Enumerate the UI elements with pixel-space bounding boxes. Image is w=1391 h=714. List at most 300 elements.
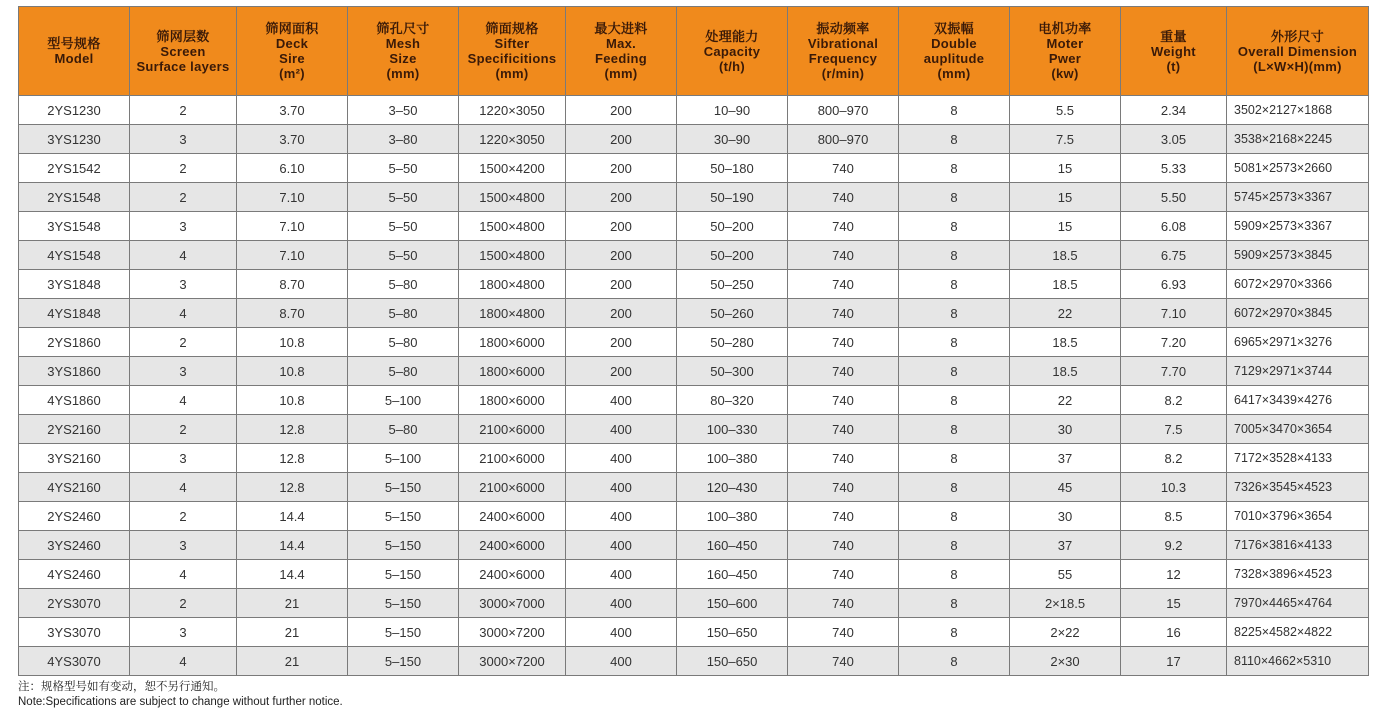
cell-max-feeding: 200 [566, 212, 677, 241]
table-row [19, 183, 1369, 212]
cell-deck-area: 14.4 [237, 502, 348, 531]
cell-layers: 2 [130, 415, 237, 444]
cell-deck-area: 6.10 [237, 154, 348, 183]
cell-overall-dimension: 5081×2573×2660 [1227, 154, 1369, 183]
cell-sifter-spec: 2100×6000 [459, 444, 566, 473]
cell-model: 2YS3070 [19, 589, 130, 618]
cell-frequency: 740 [788, 589, 899, 618]
cell-overall-dimension: 3538×2168×2245 [1227, 125, 1369, 154]
cell-frequency: 740 [788, 270, 899, 299]
cell-mesh-size: 3–80 [348, 125, 459, 154]
cell-motor-power: 15 [1010, 212, 1121, 241]
cell-frequency: 740 [788, 444, 899, 473]
cell-weight: 7.70 [1121, 357, 1227, 386]
cell-mesh-size: 5–150 [348, 560, 459, 589]
spec-table [18, 6, 1369, 676]
column-header-max-feeding [566, 7, 677, 96]
cell-weight: 17 [1121, 647, 1227, 676]
cell-deck-area: 3.70 [237, 125, 348, 154]
column-header-line: Moter [1046, 36, 1084, 51]
cell-motor-power: 2×18.5 [1010, 589, 1121, 618]
cell-layers: 2 [130, 589, 237, 618]
cell-weight: 5.50 [1121, 183, 1227, 212]
column-header-line: (mm) [604, 66, 638, 81]
cell-amplitude: 8 [899, 328, 1010, 357]
cell-mesh-size: 5–80 [348, 328, 459, 357]
cell-layers: 4 [130, 386, 237, 415]
cell-amplitude: 8 [899, 444, 1010, 473]
table-row [19, 647, 1369, 676]
cell-weight: 15 [1121, 589, 1227, 618]
cell-deck-area: 8.70 [237, 270, 348, 299]
column-header-overall-dimension [1227, 7, 1369, 96]
cell-model: 4YS1548 [19, 241, 130, 270]
cell-max-feeding: 400 [566, 647, 677, 676]
column-header-line: 电机功率 [1038, 21, 1092, 36]
cell-layers: 2 [130, 502, 237, 531]
cell-weight: 7.5 [1121, 415, 1227, 444]
cell-model: 3YS1230 [19, 125, 130, 154]
column-header-line: (t) [1166, 58, 1181, 74]
cell-max-feeding: 200 [566, 328, 677, 357]
cell-layers: 4 [130, 647, 237, 676]
table-body [19, 96, 1369, 676]
cell-deck-area: 14.4 [237, 560, 348, 589]
cell-amplitude: 8 [899, 125, 1010, 154]
column-header-line: (L×W×H)(mm) [1253, 58, 1342, 74]
cell-amplitude: 8 [899, 270, 1010, 299]
cell-weight: 8.2 [1121, 444, 1227, 473]
table-row [19, 241, 1369, 270]
cell-weight: 2.34 [1121, 96, 1227, 125]
cell-weight: 7.20 [1121, 328, 1227, 357]
cell-sifter-spec: 2100×6000 [459, 473, 566, 502]
cell-weight: 8.5 [1121, 502, 1227, 531]
cell-weight: 10.3 [1121, 473, 1227, 502]
cell-max-feeding: 200 [566, 183, 677, 212]
cell-max-feeding: 400 [566, 473, 677, 502]
cell-model: 2YS2160 [19, 415, 130, 444]
cell-motor-power: 2×30 [1010, 647, 1121, 676]
cell-frequency: 800–970 [788, 125, 899, 154]
cell-max-feeding: 200 [566, 241, 677, 270]
cell-sifter-spec: 1800×6000 [459, 357, 566, 386]
cell-deck-area: 3.70 [237, 96, 348, 125]
cell-amplitude: 8 [899, 241, 1010, 270]
cell-layers: 3 [130, 357, 237, 386]
cell-mesh-size: 5–150 [348, 531, 459, 560]
cell-deck-area: 10.8 [237, 386, 348, 415]
cell-sifter-spec: 1800×4800 [459, 270, 566, 299]
cell-capacity: 50–250 [677, 270, 788, 299]
cell-model: 4YS1860 [19, 386, 130, 415]
cell-motor-power: 37 [1010, 444, 1121, 473]
cell-mesh-size: 5–150 [348, 502, 459, 531]
cell-weight: 8.2 [1121, 386, 1227, 415]
cell-layers: 3 [130, 270, 237, 299]
cell-amplitude: 8 [899, 560, 1010, 589]
cell-model: 2YS1542 [19, 154, 130, 183]
column-header-line: (t/h) [718, 58, 746, 74]
cell-max-feeding: 400 [566, 618, 677, 647]
cell-motor-power: 45 [1010, 473, 1121, 502]
column-header-line: Screen [160, 43, 206, 59]
cell-mesh-size: 5–50 [348, 183, 459, 212]
column-header-line: Sifter [494, 36, 530, 51]
table-row [19, 415, 1369, 444]
cell-mesh-size: 5–80 [348, 357, 459, 386]
cell-mesh-size: 3–50 [348, 96, 459, 125]
cell-mesh-size: 5–50 [348, 154, 459, 183]
column-header-line: 筛面规格 [485, 21, 539, 36]
table-row [19, 386, 1369, 415]
cell-mesh-size: 5–80 [348, 270, 459, 299]
cell-frequency: 740 [788, 647, 899, 676]
cell-frequency: 740 [788, 473, 899, 502]
cell-overall-dimension: 5909×2573×3367 [1227, 212, 1369, 241]
cell-max-feeding: 200 [566, 299, 677, 328]
cell-deck-area: 7.10 [237, 241, 348, 270]
cell-capacity: 150–650 [677, 647, 788, 676]
cell-capacity: 160–450 [677, 531, 788, 560]
cell-sifter-spec: 1500×4800 [459, 241, 566, 270]
cell-amplitude: 8 [899, 212, 1010, 241]
cell-model: 4YS1848 [19, 299, 130, 328]
column-header-frequency [788, 7, 899, 96]
cell-capacity: 100–330 [677, 415, 788, 444]
cell-sifter-spec: 3000×7200 [459, 647, 566, 676]
cell-overall-dimension: 6072×2970×3366 [1227, 270, 1369, 299]
cell-deck-area: 8.70 [237, 299, 348, 328]
cell-layers: 3 [130, 212, 237, 241]
cell-max-feeding: 400 [566, 444, 677, 473]
cell-motor-power: 18.5 [1010, 328, 1121, 357]
column-header-line: Frequency [808, 51, 878, 66]
column-header-line: (r/min) [821, 66, 865, 81]
cell-frequency: 740 [788, 299, 899, 328]
cell-overall-dimension: 8110×4662×5310 [1227, 647, 1369, 676]
cell-overall-dimension: 5909×2573×3845 [1227, 241, 1369, 270]
cell-amplitude: 8 [899, 415, 1010, 444]
column-header-line: Mesh [385, 36, 421, 51]
cell-sifter-spec: 3000×7200 [459, 618, 566, 647]
column-header-line: 筛网面积 [265, 21, 319, 36]
cell-amplitude: 8 [899, 473, 1010, 502]
column-header-line: (m²) [279, 66, 305, 81]
cell-motor-power: 22 [1010, 299, 1121, 328]
cell-motor-power: 55 [1010, 560, 1121, 589]
cell-frequency: 740 [788, 531, 899, 560]
cell-weight: 6.93 [1121, 270, 1227, 299]
cell-motor-power: 22 [1010, 386, 1121, 415]
cell-overall-dimension: 7176×3816×4133 [1227, 531, 1369, 560]
cell-model: 2YS2460 [19, 502, 130, 531]
cell-sifter-spec: 2400×6000 [459, 502, 566, 531]
cell-capacity: 120–430 [677, 473, 788, 502]
cell-amplitude: 8 [899, 386, 1010, 415]
column-header-line: 外形尺寸 [1270, 28, 1325, 44]
cell-weight: 12 [1121, 560, 1227, 589]
column-header-model [19, 7, 130, 96]
column-header-line: Overall Dimension [1237, 43, 1358, 59]
cell-model: 3YS1848 [19, 270, 130, 299]
cell-deck-area: 14.4 [237, 531, 348, 560]
cell-weight: 7.10 [1121, 299, 1227, 328]
cell-capacity: 50–260 [677, 299, 788, 328]
cell-weight: 6.08 [1121, 212, 1227, 241]
cell-capacity: 160–450 [677, 560, 788, 589]
cell-mesh-size: 5–100 [348, 386, 459, 415]
table-row [19, 357, 1369, 386]
cell-layers: 4 [130, 241, 237, 270]
column-header-line: 型号规格 [47, 36, 101, 51]
cell-overall-dimension: 7129×2971×3744 [1227, 357, 1369, 386]
cell-overall-dimension: 5745×2573×3367 [1227, 183, 1369, 212]
cell-frequency: 740 [788, 154, 899, 183]
column-header-line: (mm) [937, 66, 971, 81]
column-header-line: Double [931, 36, 977, 51]
cell-frequency: 740 [788, 328, 899, 357]
cell-layers: 3 [130, 618, 237, 647]
cell-frequency: 740 [788, 241, 899, 270]
column-header-line: 处理能力 [705, 28, 759, 44]
cell-deck-area: 7.10 [237, 212, 348, 241]
cell-model: 3YS2460 [19, 531, 130, 560]
cell-motor-power: 30 [1010, 502, 1121, 531]
cell-sifter-spec: 1500×4800 [459, 212, 566, 241]
cell-mesh-size: 5–80 [348, 299, 459, 328]
cell-frequency: 740 [788, 183, 899, 212]
cell-amplitude: 8 [899, 502, 1010, 531]
note-english: Note:Specifications are subject to change without further notice. [18, 696, 343, 708]
cell-amplitude: 8 [899, 618, 1010, 647]
cell-mesh-size: 5–150 [348, 618, 459, 647]
cell-weight: 5.33 [1121, 154, 1227, 183]
cell-frequency: 800–970 [788, 96, 899, 125]
cell-motor-power: 18.5 [1010, 241, 1121, 270]
cell-max-feeding: 200 [566, 96, 677, 125]
cell-model: 3YS3070 [19, 618, 130, 647]
column-header-layers [130, 7, 237, 96]
cell-max-feeding: 400 [566, 386, 677, 415]
cell-layers: 2 [130, 96, 237, 125]
column-header-line: auplitude [923, 51, 985, 66]
cell-amplitude: 8 [899, 96, 1010, 125]
table-row [19, 618, 1369, 647]
column-header-line: 最大进料 [594, 21, 648, 36]
cell-sifter-spec: 1500×4200 [459, 154, 566, 183]
cell-layers: 4 [130, 299, 237, 328]
cell-sifter-spec: 1220×3050 [459, 96, 566, 125]
cell-motor-power: 7.5 [1010, 125, 1121, 154]
cell-capacity: 50–280 [677, 328, 788, 357]
cell-motor-power: 2×22 [1010, 618, 1121, 647]
cell-deck-area: 12.8 [237, 473, 348, 502]
cell-frequency: 740 [788, 357, 899, 386]
cell-layers: 3 [130, 531, 237, 560]
cell-max-feeding: 200 [566, 125, 677, 154]
column-header-line: Specificitions [467, 51, 557, 66]
cell-amplitude: 8 [899, 647, 1010, 676]
cell-capacity: 150–600 [677, 589, 788, 618]
cell-max-feeding: 200 [566, 270, 677, 299]
cell-frequency: 740 [788, 618, 899, 647]
cell-overall-dimension: 7328×3896×4523 [1227, 560, 1369, 589]
cell-motor-power: 18.5 [1010, 357, 1121, 386]
cell-amplitude: 8 [899, 589, 1010, 618]
cell-amplitude: 8 [899, 531, 1010, 560]
table-row [19, 125, 1369, 154]
cell-layers: 2 [130, 154, 237, 183]
cell-model: 3YS1860 [19, 357, 130, 386]
cell-layers: 3 [130, 444, 237, 473]
column-header-weight [1121, 7, 1227, 96]
cell-max-feeding: 400 [566, 589, 677, 618]
header-row [19, 7, 1369, 96]
cell-sifter-spec: 1220×3050 [459, 125, 566, 154]
cell-overall-dimension: 7172×3528×4133 [1227, 444, 1369, 473]
column-header-line: (kw) [1051, 66, 1079, 81]
cell-max-feeding: 400 [566, 560, 677, 589]
column-header-line: (mm) [495, 66, 529, 81]
column-header-line: Sire [279, 51, 305, 66]
cell-deck-area: 10.8 [237, 357, 348, 386]
cell-frequency: 740 [788, 386, 899, 415]
cell-sifter-spec: 2400×6000 [459, 531, 566, 560]
cell-capacity: 10–90 [677, 96, 788, 125]
table-row [19, 270, 1369, 299]
table-row [19, 328, 1369, 357]
cell-frequency: 740 [788, 415, 899, 444]
cell-weight: 3.05 [1121, 125, 1227, 154]
column-header-line: Capacity [703, 43, 761, 59]
cell-layers: 4 [130, 473, 237, 502]
column-header-sifter-spec [459, 7, 566, 96]
cell-layers: 2 [130, 183, 237, 212]
column-header-line: 重量 [1160, 28, 1187, 44]
cell-capacity: 50–180 [677, 154, 788, 183]
cell-motor-power: 30 [1010, 415, 1121, 444]
cell-mesh-size: 5–150 [348, 473, 459, 502]
column-header-line: Weight [1151, 43, 1196, 59]
cell-motor-power: 5.5 [1010, 96, 1121, 125]
cell-model: 2YS1230 [19, 96, 130, 125]
cell-deck-area: 10.8 [237, 328, 348, 357]
cell-max-feeding: 400 [566, 502, 677, 531]
table-row [19, 502, 1369, 531]
cell-deck-area: 21 [237, 647, 348, 676]
cell-capacity: 100–380 [677, 444, 788, 473]
cell-frequency: 740 [788, 212, 899, 241]
column-header-line: Pwer [1048, 51, 1082, 66]
cell-sifter-spec: 1800×4800 [459, 299, 566, 328]
cell-overall-dimension: 6417×3439×4276 [1227, 386, 1369, 415]
cell-overall-dimension: 7005×3470×3654 [1227, 415, 1369, 444]
cell-sifter-spec: 1500×4800 [459, 183, 566, 212]
table-row [19, 154, 1369, 183]
cell-capacity: 50–300 [677, 357, 788, 386]
cell-capacity: 100–380 [677, 502, 788, 531]
cell-deck-area: 12.8 [237, 444, 348, 473]
cell-layers: 3 [130, 125, 237, 154]
cell-mesh-size: 5–150 [348, 589, 459, 618]
cell-capacity: 50–190 [677, 183, 788, 212]
cell-capacity: 30–90 [677, 125, 788, 154]
cell-mesh-size: 5–50 [348, 241, 459, 270]
table-row [19, 299, 1369, 328]
cell-layers: 4 [130, 560, 237, 589]
table-header [19, 7, 1369, 96]
column-header-capacity [677, 7, 788, 96]
cell-max-feeding: 200 [566, 154, 677, 183]
cell-mesh-size: 5–50 [348, 212, 459, 241]
cell-amplitude: 8 [899, 154, 1010, 183]
cell-mesh-size: 5–150 [348, 647, 459, 676]
cell-overall-dimension: 3502×2127×1868 [1227, 96, 1369, 125]
cell-amplitude: 8 [899, 183, 1010, 212]
cell-max-feeding: 400 [566, 531, 677, 560]
cell-deck-area: 21 [237, 618, 348, 647]
cell-weight: 16 [1121, 618, 1227, 647]
column-header-line: 筛孔尺寸 [376, 21, 430, 36]
cell-overall-dimension: 7970×4465×4764 [1227, 589, 1369, 618]
column-header-line: 双振幅 [934, 21, 974, 36]
column-header-amplitude [899, 7, 1010, 96]
table-row [19, 589, 1369, 618]
cell-amplitude: 8 [899, 357, 1010, 386]
cell-layers: 2 [130, 328, 237, 357]
cell-weight: 9.2 [1121, 531, 1227, 560]
cell-motor-power: 15 [1010, 183, 1121, 212]
cell-overall-dimension: 7010×3796×3654 [1227, 502, 1369, 531]
cell-amplitude: 8 [899, 299, 1010, 328]
table-row [19, 212, 1369, 241]
column-header-line: Vibrational [807, 36, 879, 51]
cell-overall-dimension: 6072×2970×3845 [1227, 299, 1369, 328]
cell-capacity: 80–320 [677, 386, 788, 415]
cell-frequency: 740 [788, 560, 899, 589]
cell-overall-dimension: 6965×2971×3276 [1227, 328, 1369, 357]
table-row [19, 560, 1369, 589]
cell-model: 4YS2460 [19, 560, 130, 589]
cell-overall-dimension: 7326×3545×4523 [1227, 473, 1369, 502]
cell-motor-power: 18.5 [1010, 270, 1121, 299]
cell-deck-area: 12.8 [237, 415, 348, 444]
column-header-line: Model [54, 51, 94, 66]
cell-mesh-size: 5–100 [348, 444, 459, 473]
column-header-line: Deck [275, 36, 309, 51]
cell-model: 3YS2160 [19, 444, 130, 473]
table-row [19, 473, 1369, 502]
cell-capacity: 50–200 [677, 241, 788, 270]
column-header-line: (mm) [386, 66, 420, 81]
table-row [19, 531, 1369, 560]
cell-sifter-spec: 2100×6000 [459, 415, 566, 444]
cell-sifter-spec: 1800×6000 [459, 328, 566, 357]
cell-frequency: 740 [788, 502, 899, 531]
column-header-line: Size [389, 51, 417, 66]
footnotes [18, 680, 343, 710]
cell-max-feeding: 200 [566, 357, 677, 386]
column-header-deck-area [237, 7, 348, 96]
table-row [19, 96, 1369, 125]
cell-deck-area: 21 [237, 589, 348, 618]
cell-sifter-spec: 1800×6000 [459, 386, 566, 415]
cell-max-feeding: 400 [566, 415, 677, 444]
cell-model: 4YS3070 [19, 647, 130, 676]
cell-deck-area: 7.10 [237, 183, 348, 212]
table-row [19, 444, 1369, 473]
